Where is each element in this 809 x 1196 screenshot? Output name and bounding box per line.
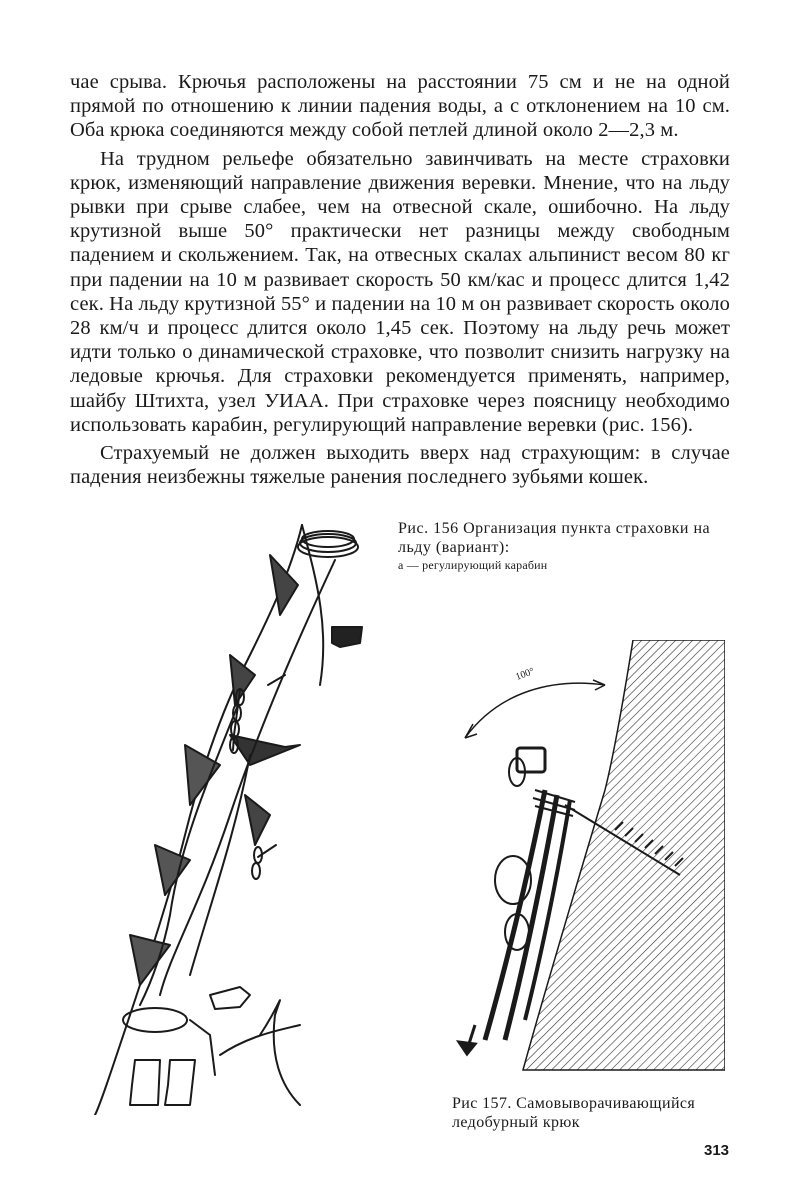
rope-slack bbox=[260, 1000, 300, 1105]
paragraph-3: Страхуемый не должен выходить вверх над страхующим: в случае падения неизбежны тяжелые ранения последнего зубьями кошек. bbox=[70, 442, 730, 489]
figure-156-illustration bbox=[70, 515, 390, 1115]
belayer-harness bbox=[123, 1008, 187, 1032]
figure-157-caption: Рис 157. Самовыворачивающийся ледобурный крюк bbox=[452, 1095, 696, 1131]
figure-157-illustration bbox=[455, 640, 725, 1080]
ice-face bbox=[523, 640, 725, 1070]
figure-156-caption-block bbox=[398, 519, 733, 573]
body-text bbox=[70, 70, 730, 489]
figure-156-legend: а — регулирующий карабин bbox=[398, 558, 548, 572]
paragraph-1: чае срыва. Крючья расположены на расстоянии 75 см и не на одной прямой по отношению к линии падения воды, а с отклонением на 10 см. Оба крюка соединяются между собой петлей длиной около 2—2,3 м. bbox=[70, 71, 730, 142]
angle-arc bbox=[465, 683, 605, 738]
paragraph-2: На трудном рельефе обязательно завинчивать на месте страховки крюк, изменяющий направление движения веревки. Мнение, что на льду рывки при срыве слабее, чем на отвесной скале, ошибочно. На льду крутизной выше 50° практически нет разницы между свободным падением и скольжением. Так, на отвесных скалах альпинист весом 80 кг при падении на 10 м развивает скорость 50 км/кас и процесс длится 1,42 сек. На льду крутизной 55° и падении на 10 м он развивает скорость около 28 км/ч и процесс длится около 1,45 сек. Поэтому на льду речь может идти только о динамической страховке, что позволит снизить нагрузку на ледовые крючья. Для страховки рекомендуется применять, например, шайбу Штихта, узел УИАА. При страховке через поясницу необходимо использовать карабин, регулирующий направление веревки (рис. 156). bbox=[70, 147, 730, 436]
pull-direction-arrow bbox=[459, 1025, 475, 1054]
belayer-boot-right bbox=[165, 1060, 195, 1105]
belayer-hand bbox=[210, 987, 250, 1009]
figure-156-caption: Рис. 156 Организация пункта страховки на льду (вариант): bbox=[398, 520, 711, 556]
rope-main bbox=[160, 560, 335, 995]
belayer-boot-left bbox=[130, 1060, 160, 1105]
angle-label: 100° bbox=[514, 665, 536, 683]
crampon bbox=[332, 627, 362, 647]
page-number: 313 bbox=[704, 1142, 730, 1159]
